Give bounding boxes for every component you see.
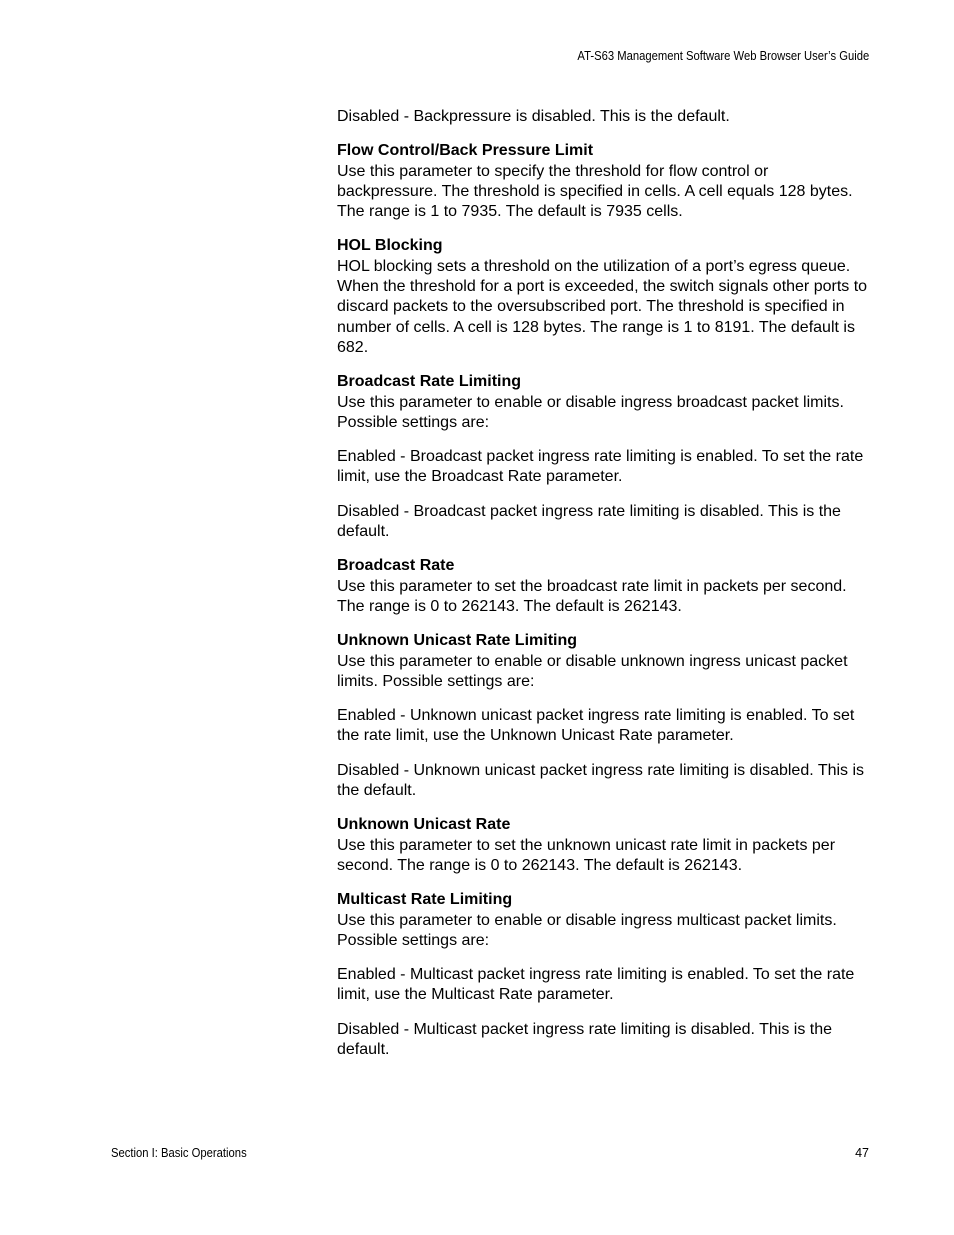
unknown-unicast-rate-section: [337, 815, 872, 876]
unknown-unicast-rate-description: Use this parameter to set the unknown unicast rate limit in packets per second. The range is 0 to 262143. The default is 262143.: [337, 836, 836, 874]
backpressure-disabled-option: Disabled - Backpressure is disabled. This is the default.: [337, 108, 730, 125]
flow-control-description: Use this parameter to specify the threshold for flow control or backpressure. The threshold is specified in cells. A cell equals 128 bytes. The range is 1 to 7935. The default is 7935 cells.: [337, 162, 853, 221]
broadcast-rate-limiting-heading: Broadcast Rate Limiting: [337, 373, 522, 391]
broadcast-rate-limiting-disabled-option: Disabled - Broadcast packet ingress rate limiting is disabled. This is the default.: [337, 502, 841, 541]
document-body: [337, 107, 872, 1074]
multicast-rate-limiting-section: [337, 890, 872, 951]
multicast-rate-limiting-description: Use this parameter to enable or disable ingress multicast packet limits. Possible settings are:: [337, 911, 837, 949]
broadcast-rate-heading: Broadcast Rate: [337, 557, 455, 575]
multicast-rate-limiting-enabled-option: Enabled - Multicast packet ingress rate limiting is enabled. To set the rate limit, use the Multicast Rate parameter.: [337, 966, 855, 1004]
broadcast-rate-limiting-section: [337, 372, 872, 433]
running-header: AT-S63 Management Software Web Browser User’s Guide: [577, 49, 869, 63]
hol-blocking-section: [337, 236, 872, 358]
broadcast-rate-section: [337, 556, 872, 617]
broadcast-rate-limiting-enabled-option: Enabled - Broadcast packet ingress rate limiting is enabled. To set the rate limit, use the Broadcast Rate parameter.: [337, 448, 864, 486]
unknown-unicast-rate-limiting-heading: Unknown Unicast Rate Limiting: [337, 632, 578, 650]
unknown-unicast-rate-limiting-section: [337, 631, 872, 692]
footer-section-label: Section I: Basic Operations: [111, 1146, 247, 1160]
broadcast-rate-description: Use this parameter to set the broadcast rate limit in packets per second. The range is 0 to 262143. The default is 262143.: [337, 577, 847, 615]
unknown-unicast-rate-heading: Unknown Unicast Rate: [337, 816, 511, 834]
multicast-rate-limiting-heading: Multicast Rate Limiting: [337, 891, 513, 909]
unknown-unicast-rate-limiting-disabled-option: Disabled - Unknown unicast packet ingress rate limiting is disabled. This is the default.: [337, 761, 865, 800]
hol-blocking-description: HOL blocking sets a threshold on the utilization of a port’s egress queue. When the threshold for a port is exceeded, the switch signals other ports to discard packets to the oversubscribed port. The threshold is specified in number of cells. A cell is 128 bytes. The range is 1 to 8191. The default is 682.: [337, 257, 868, 356]
unknown-unicast-rate-limiting-enabled-option: Enabled - Unknown unicast packet ingress rate limiting is enabled. To set the rate limit, use the Unknown Unicast Rate parameter.: [337, 707, 855, 745]
flow-control-heading: Flow Control/Back Pressure Limit: [337, 142, 594, 160]
multicast-rate-limiting-disabled-option: Disabled - Multicast packet ingress rate limiting is disabled. This is the default.: [337, 1020, 833, 1058]
unknown-unicast-rate-limiting-description: Use this parameter to enable or disable unknown ingress unicast packet limits. Possible settings are:: [337, 652, 848, 690]
broadcast-rate-limiting-description: Use this parameter to enable or disable ingress broadcast packet limits. Possible settings are:: [337, 393, 844, 431]
hol-blocking-heading: HOL Blocking: [337, 237, 443, 255]
flow-control-section: [337, 141, 872, 222]
page-number: 47: [855, 1146, 869, 1160]
